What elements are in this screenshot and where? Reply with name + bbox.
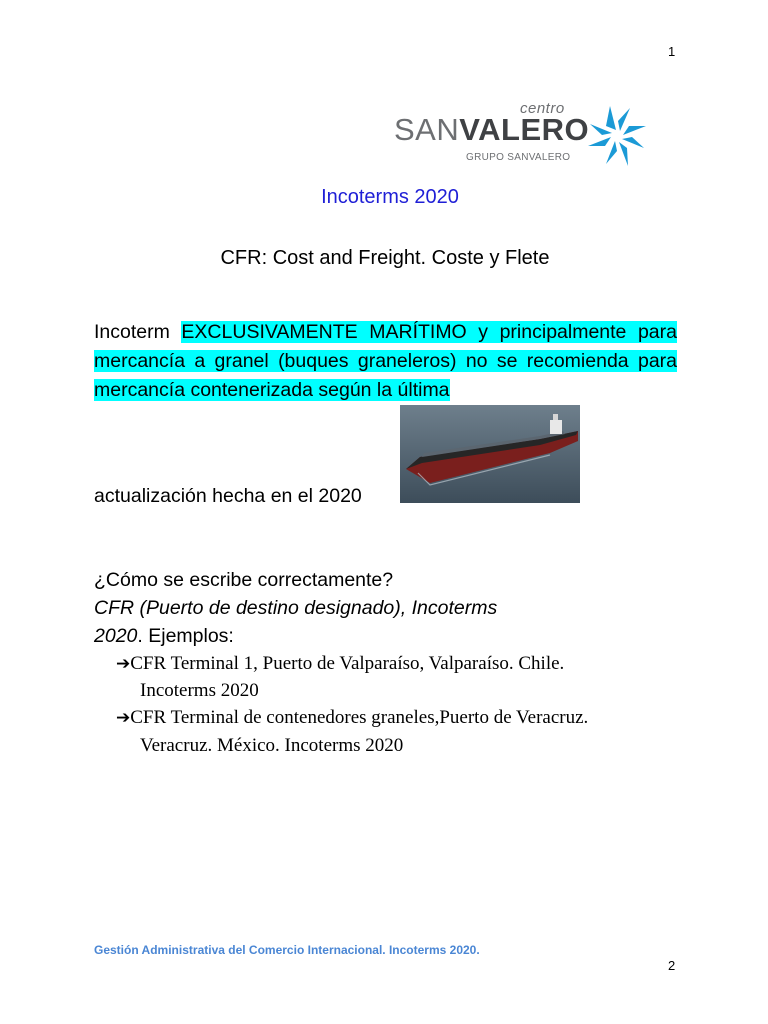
example-1-text: CFR Terminal 1, Puerto de Valparaíso, Valparaíso. Chile. [130, 653, 565, 674]
format-examples-label: . Ejemplos: [137, 625, 234, 647]
intro-lead: Incoterm [94, 321, 182, 343]
document-title: Incoterms 2020 [321, 186, 459, 208]
intro-highlighted-text: EXCLUSIVAMENTE MARÍTIMO y principalmente para mercancía a granel (buques graneleros) no se recomienda para mercancía contenerizada según la última [94, 321, 677, 401]
logo-grupo-text: GRUPO SANVALERO [466, 152, 571, 163]
bulk-carrier-ship-photo [400, 405, 580, 503]
intro-end-text: actualización hecha en el 2020 [94, 485, 362, 507]
intro-paragraph [94, 318, 677, 405]
example-2-line-1 [116, 707, 588, 729]
arrow-right-icon: ➔ [116, 708, 131, 728]
logo-centro-text: centro [520, 100, 565, 117]
star-burst-icon [586, 104, 648, 168]
example-2-text: CFR Terminal de contenedores graneles,Puerto de Veracruz. [130, 707, 589, 728]
page-number-bottom: 2 [668, 958, 676, 973]
logo-san: SAN [394, 112, 460, 147]
logo-valero: VALERO [459, 112, 590, 147]
example-1-line-1 [116, 653, 564, 675]
san-valero-logo [394, 100, 654, 172]
arrow-right-icon: ➔ [116, 654, 131, 674]
document-subtitle: CFR: Cost and Freight. Coste y Flete [220, 247, 550, 269]
example-1-line-2: Incoterms 2020 [140, 680, 259, 701]
logo-brand [394, 112, 589, 148]
page-number-top: 1 [668, 44, 676, 59]
page-footer: Gestión Administrativa del Comercio Internacional. Incoterms 2020. [94, 943, 480, 957]
example-2-line-2: Veracruz. México. Incoterms 2020 [140, 735, 404, 756]
format-question: ¿Cómo se escribe correctamente? [94, 569, 394, 591]
format-line-2 [94, 625, 234, 648]
format-year: 2020 [94, 625, 138, 647]
format-line-1: CFR (Puerto de destino designado), Incoterms [94, 597, 498, 619]
